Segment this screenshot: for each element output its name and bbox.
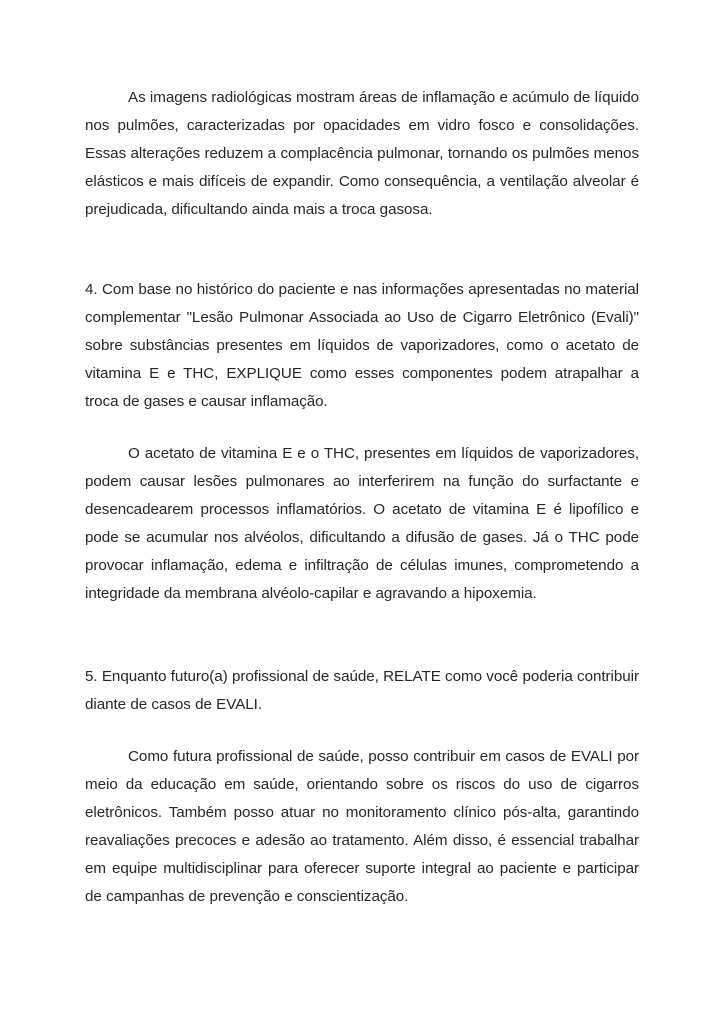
paragraph-answer-5: Como futura profissional de saúde, posso contribuir em casos de EVALI por meio da educação em saúde, orientando sobre os riscos do uso de cigarros eletrônicos. Também posso atuar no monitoramento clínico pós-alta, garantindo reavaliações precoces e adesão ao tratamento. Além disso, é essencial trabalhar em equipe multidisciplinar para oferecer suporte integral ao paciente e participar de campanhas de prevenção e conscientização. bbox=[85, 748, 639, 905]
paragraph-question-5: 5. Enquanto futuro(a) profissional de saúde, RELATE como você poderia contribuir diante de casos de EVALI. bbox=[85, 668, 639, 713]
paragraph-spacer bbox=[85, 416, 639, 440]
document-body bbox=[85, 84, 639, 911]
paragraph-spacer bbox=[85, 224, 639, 276]
paragraph-answer-4: O acetato de vitamina E e o THC, presentes em líquidos de vaporizadores, podem causar lesões pulmonares ao interferirem na função do surfactante e desencadearem processos inflamatórios. O acetato de vitamina E é lipofílico e pode se acumular nos alvéolos, dificultando a difusão de gases. Já o THC pode provocar inflamação, edema e infiltração de células imunes, comprometendo a integridade da membrana alvéolo-capilar e agravando a hipoxemia. bbox=[85, 445, 639, 602]
paragraph-question-4: 4. Com base no histórico do paciente e nas informações apresentadas no material complementar "Lesão Pulmonar Associada ao Uso de Cigarro Eletrônico (Evali)" sobre substâncias presentes em líquidos de vaporizadores, como o acetato de vitamina E e THC, EXPLIQUE como esses componentes podem atrapalhar a troca de gases e causar inflamação. bbox=[85, 281, 639, 410]
paragraph-answer-3: As imagens radiológicas mostram áreas de inflamação e acúmulo de líquido nos pulmões, caracterizadas por opacidades em vidro fosco e consolidações. Essas alterações reduzem a complacência pulmonar, tornando os pulmões menos elásticos e mais difíceis de expandir. Como consequência, a ventilação alveolar é prejudicada, dificultando ainda mais a troca gasosa. bbox=[85, 89, 639, 218]
paragraph-spacer bbox=[85, 608, 639, 663]
paragraph-spacer bbox=[85, 719, 639, 743]
